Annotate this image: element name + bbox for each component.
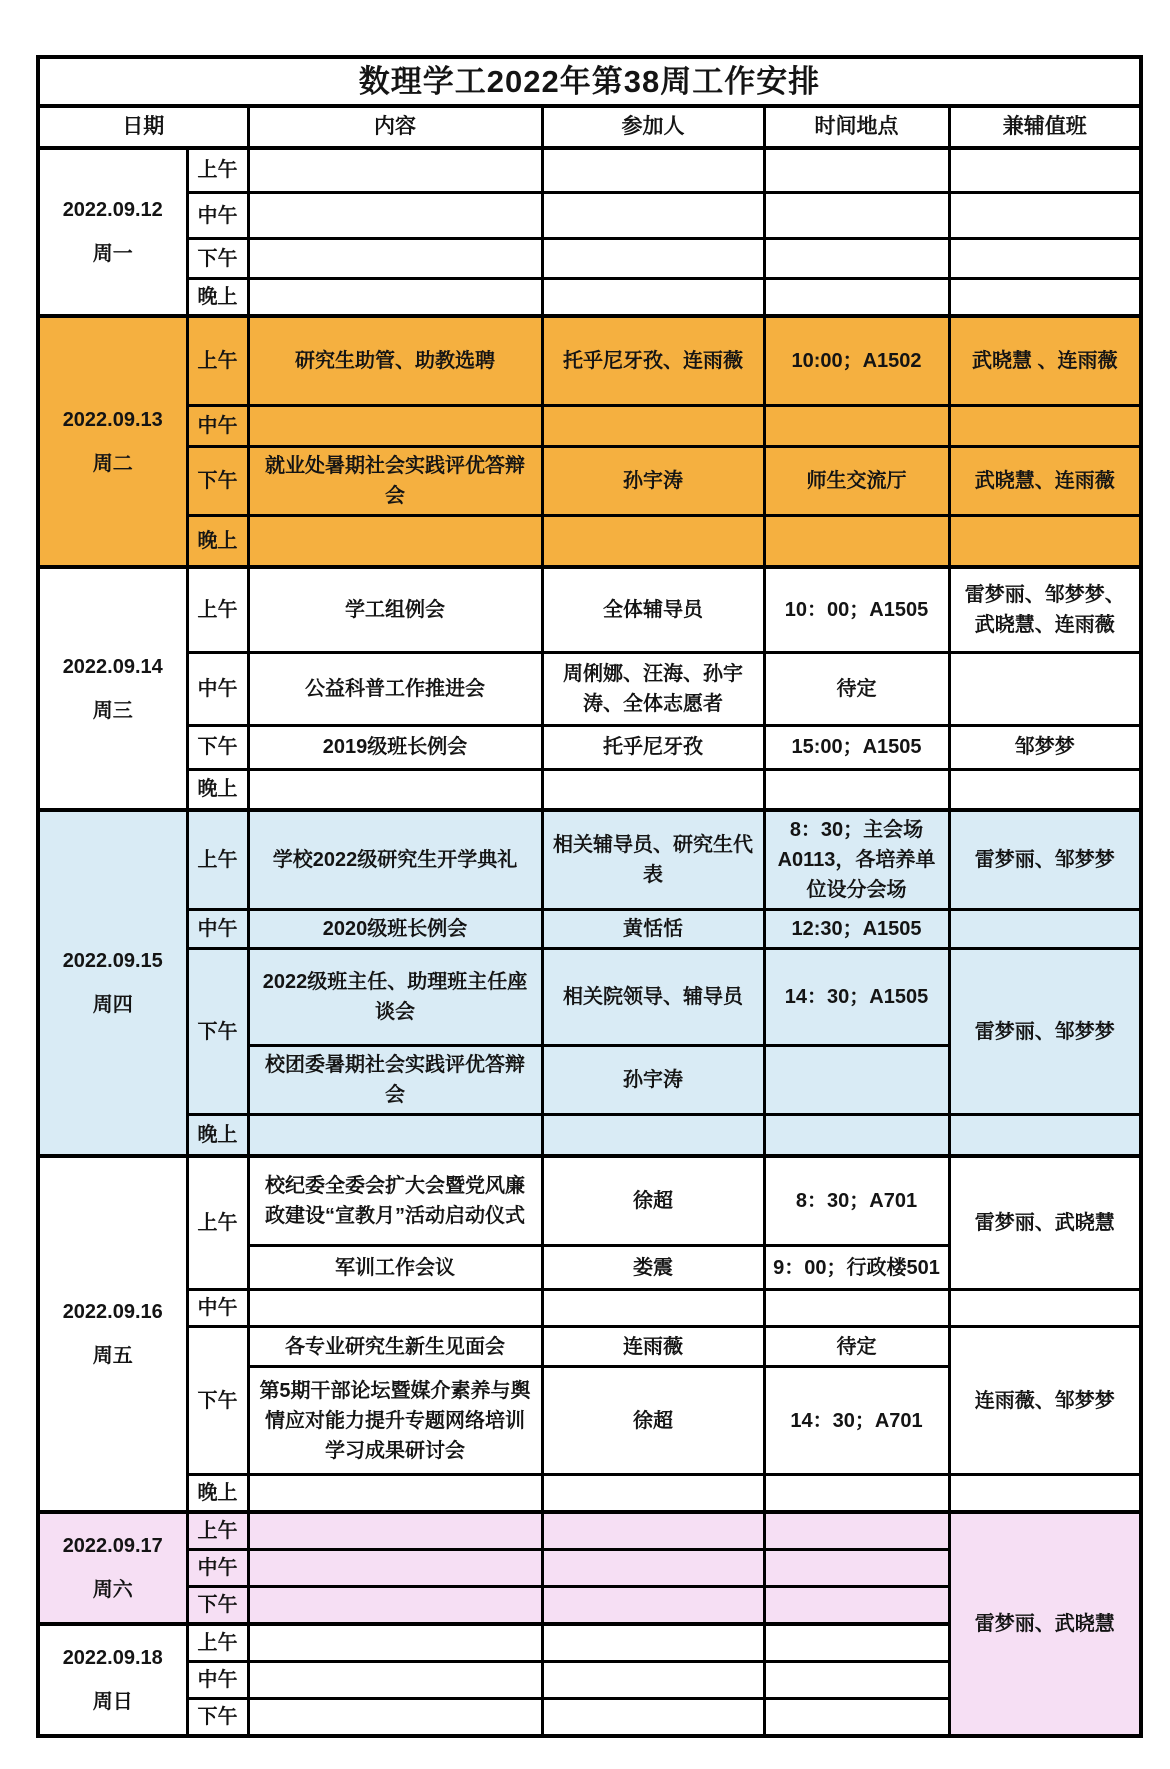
participants-cell: 黄恬恬 (542, 910, 764, 949)
content-cell (248, 279, 542, 317)
participants-cell (542, 1550, 764, 1587)
participants-cell: 相关院领导、辅导员 (542, 949, 764, 1046)
content-cell: 2022级班主任、助理班主任座谈会 (248, 949, 542, 1046)
duty-cell: 雷梦丽、邹梦梦、武晓慧、连雨薇 (949, 567, 1141, 652)
duty-cell (949, 1290, 1141, 1327)
participants-cell (542, 193, 764, 239)
content-cell (248, 1550, 542, 1587)
date-cell-friday (38, 1156, 187, 1513)
slot-cell: 上午 (187, 148, 248, 193)
content-cell: 军训工作会议 (248, 1246, 542, 1290)
content-cell (248, 769, 542, 810)
duty-cell (949, 515, 1141, 567)
participants-cell (542, 515, 764, 567)
time-cell: 8：30；A701 (764, 1156, 949, 1246)
time-cell (764, 405, 949, 446)
column-header-duty: 兼辅值班 (949, 106, 1141, 148)
column-header-content: 内容 (248, 106, 542, 148)
page-title: 数理学工2022年第38周工作安排 (38, 57, 1141, 106)
content-cell (248, 1587, 542, 1625)
participants-cell: 连雨薇 (542, 1327, 764, 1367)
slot-cell: 晚上 (187, 769, 248, 810)
content-cell (248, 1624, 542, 1662)
duty-cell (949, 148, 1141, 193)
slot-cell: 中午 (187, 193, 248, 239)
content-cell (248, 239, 542, 279)
weekday-text: 周二 (92, 452, 133, 475)
content-cell: 校团委暑期社会实践评优答辩会 (248, 1046, 542, 1115)
time-cell: 师生交流厅 (764, 446, 949, 515)
slot-cell: 中午 (187, 1662, 248, 1699)
content-cell: 校纪委全委会扩大会暨党风廉政建设“宣教月”活动启动仪式 (248, 1156, 542, 1246)
time-cell (764, 1512, 949, 1550)
participants-cell: 托乎尼牙孜、连雨薇 (542, 316, 764, 405)
participants-cell (542, 239, 764, 279)
slot-cell: 中午 (187, 1290, 248, 1327)
content-cell (248, 1512, 542, 1550)
slot-cell: 上午 (187, 316, 248, 405)
slot-cell: 晚上 (187, 515, 248, 567)
time-cell (764, 1587, 949, 1625)
date-text: 2022.09.13 (62, 408, 163, 431)
slot-cell: 中午 (187, 1550, 248, 1587)
slot-cell: 下午 (187, 446, 248, 515)
date-text: 2022.09.18 (62, 1647, 163, 1670)
duty-cell: 雷梦丽、武晓慧 (949, 1156, 1141, 1290)
participants-cell: 托乎尼牙孜 (542, 725, 764, 769)
content-cell: 学工组例会 (248, 567, 542, 652)
duty-cell (949, 405, 1141, 446)
time-cell: 14：30；A701 (764, 1367, 949, 1475)
weekday-text: 周日 (92, 1691, 133, 1714)
content-cell: 研究生助管、助教选聘 (248, 316, 542, 405)
duty-cell (949, 1115, 1141, 1156)
participants-cell: 徐超 (542, 1156, 764, 1246)
duty-cell: 邹梦梦 (949, 725, 1141, 769)
duty-cell (949, 1475, 1141, 1513)
participants-cell (542, 1699, 764, 1737)
date-text: 2022.09.12 (62, 198, 163, 221)
slot-cell: 中午 (187, 405, 248, 446)
time-cell (764, 1290, 949, 1327)
slot-cell: 晚上 (187, 279, 248, 317)
date-text: 2022.09.17 (62, 1535, 163, 1558)
content-cell (248, 148, 542, 193)
duty-cell (949, 910, 1141, 949)
slot-cell: 上午 (187, 810, 248, 910)
content-cell: 公益科普工作推进会 (248, 652, 542, 725)
time-cell: 9：00；行政楼501 (764, 1246, 949, 1290)
participants-cell (542, 1624, 764, 1662)
content-cell: 各专业研究生新生见面会 (248, 1327, 542, 1367)
participants-cell: 娄震 (542, 1246, 764, 1290)
content-cell: 2019级班长例会 (248, 725, 542, 769)
time-cell (764, 148, 949, 193)
slot-cell: 下午 (187, 239, 248, 279)
duty-cell: 武晓慧、连雨薇 (949, 446, 1141, 515)
time-cell: 14：30；A1505 (764, 949, 949, 1046)
column-header-time-place: 时间地点 (764, 106, 949, 148)
date-cell-wednesday (38, 567, 187, 810)
duty-cell: 雷梦丽、邹梦梦 (949, 810, 1141, 910)
time-cell: 12:30；A1505 (764, 910, 949, 949)
participants-cell (542, 1662, 764, 1699)
participants-cell (542, 1512, 764, 1550)
slot-cell: 上午 (187, 567, 248, 652)
date-cell-sunday (38, 1624, 187, 1736)
time-cell (764, 769, 949, 810)
schedule-table (36, 55, 1143, 1738)
duty-cell: 雷梦丽、武晓慧 (949, 1512, 1141, 1736)
date-text: 2022.09.16 (62, 1300, 163, 1323)
duty-cell (949, 279, 1141, 317)
slot-cell: 上午 (187, 1512, 248, 1550)
slot-cell: 下午 (187, 949, 248, 1115)
participants-cell (542, 1290, 764, 1327)
time-cell: 10：00；A1505 (764, 567, 949, 652)
column-header-date: 日期 (38, 106, 248, 148)
date-cell-monday (38, 148, 187, 317)
participants-cell (542, 769, 764, 810)
content-cell (248, 515, 542, 567)
time-cell (764, 1624, 949, 1662)
time-cell (764, 193, 949, 239)
content-cell (248, 1475, 542, 1513)
participants-cell: 孙宇涛 (542, 446, 764, 515)
participants-cell: 徐超 (542, 1367, 764, 1475)
duty-cell (949, 239, 1141, 279)
content-cell (248, 1290, 542, 1327)
slot-cell: 上午 (187, 1624, 248, 1662)
participants-cell (542, 148, 764, 193)
duty-cell (949, 769, 1141, 810)
slot-cell: 下午 (187, 725, 248, 769)
weekday-text: 周一 (92, 242, 133, 265)
content-cell (248, 1662, 542, 1699)
column-header-participants: 参加人 (542, 106, 764, 148)
slot-cell: 中午 (187, 910, 248, 949)
date-cell-saturday (38, 1512, 187, 1624)
time-cell (764, 1699, 949, 1737)
duty-cell: 雷梦丽、邹梦梦 (949, 949, 1141, 1115)
date-text: 2022.09.15 (62, 949, 163, 972)
content-cell: 第5期干部论坛暨媒介素养与舆情应对能力提升专题网络培训学习成果研讨会 (248, 1367, 542, 1475)
content-cell (248, 1115, 542, 1156)
time-cell (764, 1475, 949, 1513)
participants-cell: 相关辅导员、研究生代表 (542, 810, 764, 910)
date-cell-thursday (38, 810, 187, 1156)
time-cell (764, 1550, 949, 1587)
time-cell (764, 515, 949, 567)
participants-cell: 周俐娜、汪海、孙宇涛、全体志愿者 (542, 652, 764, 725)
content-cell: 2020级班长例会 (248, 910, 542, 949)
slot-cell: 晚上 (187, 1475, 248, 1513)
content-cell: 就业处暑期社会实践评优答辩会 (248, 446, 542, 515)
slot-cell: 上午 (187, 1156, 248, 1290)
time-cell (764, 1046, 949, 1115)
header-row (38, 106, 1141, 148)
content-cell (248, 1699, 542, 1737)
weekday-text: 周五 (92, 1344, 133, 1367)
content-cell (248, 193, 542, 239)
slot-cell: 晚上 (187, 1115, 248, 1156)
time-cell: 待定 (764, 1327, 949, 1367)
participants-cell (542, 1115, 764, 1156)
participants-cell (542, 279, 764, 317)
time-cell (764, 279, 949, 317)
duty-cell (949, 652, 1141, 725)
slot-cell: 中午 (187, 652, 248, 725)
duty-cell: 武晓慧 、连雨薇 (949, 316, 1141, 405)
time-cell: 待定 (764, 652, 949, 725)
time-cell: 10:00；A1502 (764, 316, 949, 405)
slot-cell: 下午 (187, 1587, 248, 1625)
time-cell (764, 1662, 949, 1699)
content-cell (248, 405, 542, 446)
weekday-text: 周六 (92, 1579, 133, 1602)
time-cell: 8：30；主会场A0113，各培养单位设分会场 (764, 810, 949, 910)
slot-cell: 下午 (187, 1699, 248, 1737)
slot-cell: 下午 (187, 1327, 248, 1475)
time-cell (764, 239, 949, 279)
content-cell: 学校2022级研究生开学典礼 (248, 810, 542, 910)
time-cell (764, 1115, 949, 1156)
date-cell-tuesday (38, 316, 187, 567)
duty-cell: 连雨薇、邹梦梦 (949, 1327, 1141, 1475)
participants-cell (542, 1475, 764, 1513)
weekday-text: 周三 (92, 699, 133, 722)
date-text: 2022.09.14 (62, 655, 163, 678)
weekday-text: 周四 (92, 993, 133, 1016)
participants-cell (542, 1587, 764, 1625)
duty-cell (949, 193, 1141, 239)
participants-cell (542, 405, 764, 446)
participants-cell: 孙宇涛 (542, 1046, 764, 1115)
time-cell: 15:00；A1505 (764, 725, 949, 769)
participants-cell: 全体辅导员 (542, 567, 764, 652)
